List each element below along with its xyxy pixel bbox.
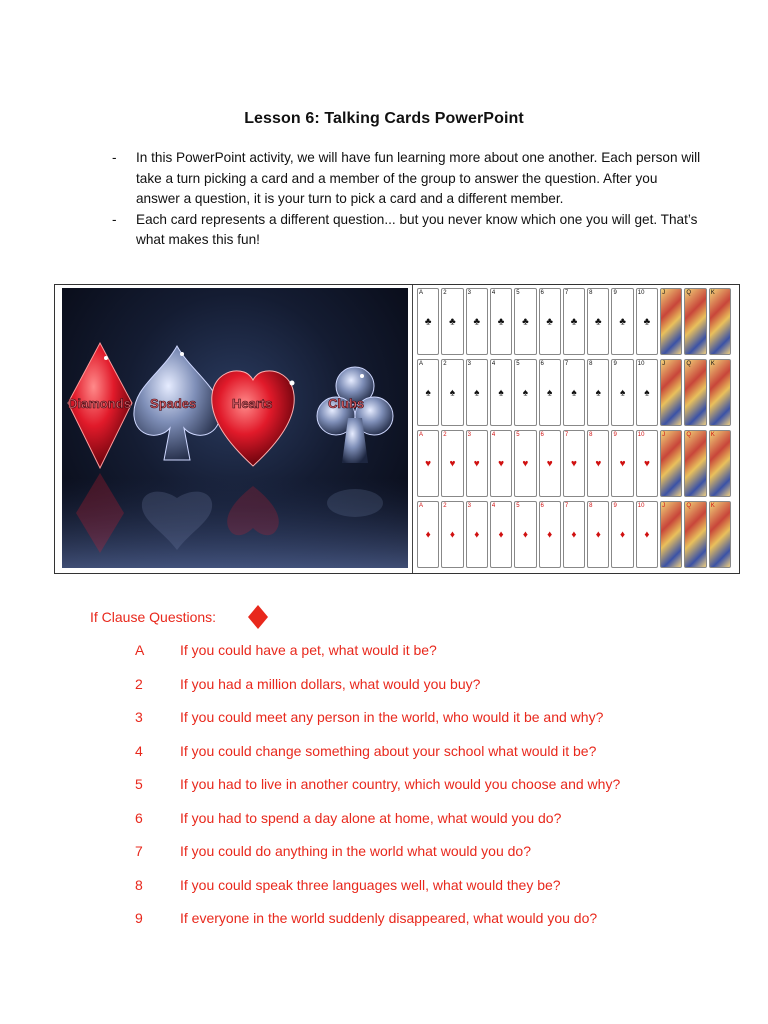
playing-card <box>466 288 488 355</box>
playing-card <box>660 359 682 426</box>
playing-card <box>514 430 536 497</box>
card-rank: 2 <box>443 290 447 296</box>
card-rank: 7 <box>564 432 569 438</box>
card-rank: A <box>419 432 424 438</box>
card-rank: J <box>662 432 666 438</box>
playing-card <box>636 288 658 355</box>
spades-pip-icon: ♠ <box>571 387 577 398</box>
card-rank: 4 <box>491 361 496 367</box>
diamonds-pip-icon: ♦ <box>449 529 456 540</box>
card-rank: J <box>662 361 666 367</box>
playing-card <box>709 359 731 426</box>
playing-card <box>684 430 706 497</box>
playing-card <box>660 501 682 568</box>
playing-card <box>441 501 463 568</box>
card-rank: 8 <box>589 503 593 509</box>
playing-card <box>466 430 488 497</box>
card-rank: 5 <box>516 290 520 296</box>
card-rank: Q <box>686 361 692 367</box>
card-rank: 8 <box>589 432 593 438</box>
card-rank: 4 <box>491 432 496 438</box>
card-rank: Q <box>686 290 692 296</box>
card-rank: K <box>710 503 715 509</box>
bullet-text: Each card represents a different question... but you never know which one you will get. That’s what makes this fun! <box>136 211 698 247</box>
playing-card <box>636 430 658 497</box>
spades-pip-icon: ♠ <box>547 387 553 398</box>
playing-card <box>709 288 731 355</box>
card-rank: 6 <box>540 503 544 509</box>
question-text: If you could change something about your school what would it be? <box>180 742 597 759</box>
card-rank: 10 <box>637 290 645 296</box>
card-rank: 2 <box>443 361 447 367</box>
playing-card <box>466 359 488 426</box>
bullet-item <box>112 210 702 251</box>
figure-divider <box>412 285 413 573</box>
card-rank: A <box>419 503 424 509</box>
page-title: Lesson 6: Talking Cards PowerPoint <box>244 110 524 127</box>
playing-card <box>417 359 439 426</box>
clubs-pip-icon: ♣ <box>473 316 481 327</box>
playing-card <box>490 288 512 355</box>
playing-card <box>611 359 633 426</box>
cards-image <box>417 288 731 568</box>
hearts-pip-icon: ♥ <box>449 458 456 469</box>
hearts-pip-icon: ♥ <box>498 458 505 469</box>
playing-card <box>417 288 439 355</box>
card-rank: 9 <box>613 290 617 296</box>
clubs-pip-icon: ♣ <box>643 316 651 327</box>
playing-card <box>587 359 609 426</box>
card-rank: 9 <box>613 432 617 438</box>
card-rank: 6 <box>540 432 544 438</box>
diamonds-pip-icon: ♦ <box>620 529 626 540</box>
question-text: If you could have a pet, what would it be? <box>180 642 437 658</box>
playing-card <box>539 359 561 426</box>
playing-card <box>611 288 633 355</box>
question-text: If everyone in the world suddenly disappeared, what would you do? <box>180 910 598 926</box>
question-card-rank: 5 <box>135 776 143 792</box>
card-rank: Q <box>686 503 692 509</box>
suit-label-hearts: Hearts <box>232 396 273 411</box>
bullet-dash: - <box>112 150 117 165</box>
card-rank: J <box>662 290 666 296</box>
playing-card <box>587 288 609 355</box>
hearts-pip-icon: ♥ <box>425 458 432 469</box>
clubs-pip-icon: ♣ <box>570 316 578 327</box>
hearts-pip-icon: ♥ <box>643 458 650 469</box>
card-rank: Q <box>686 432 692 438</box>
card-rank: J <box>662 503 666 509</box>
card-rank: 3 <box>467 290 471 296</box>
card-rank: 6 <box>540 361 544 367</box>
playing-card <box>490 501 512 568</box>
question-text: If you could meet any person in the world, who would it be and why? <box>180 709 604 725</box>
hearts-pip-icon: ♥ <box>546 458 553 469</box>
playing-card <box>563 501 585 568</box>
card-rank: 9 <box>613 503 617 509</box>
hearts-pip-icon: ♥ <box>619 458 626 469</box>
playing-card <box>636 359 658 426</box>
question-text: If you could speak three languages well, what would they be? <box>180 876 561 893</box>
playing-card <box>417 430 439 497</box>
question-card-rank: 4 <box>135 742 143 759</box>
question-card-rank: A <box>135 642 145 658</box>
playing-card <box>441 359 463 426</box>
intro-bullets <box>112 148 702 251</box>
playing-card <box>636 501 658 568</box>
question-card-rank: 6 <box>135 809 143 826</box>
card-rank: K <box>710 361 715 367</box>
playing-card <box>611 501 633 568</box>
hearts-pip-icon: ♥ <box>473 458 480 469</box>
questions-heading: If Clause Questions: <box>90 609 217 625</box>
playing-card <box>539 430 561 497</box>
card-rank: 7 <box>564 503 569 509</box>
diamonds-pip-icon: ♦ <box>474 529 480 540</box>
spades-pip-icon: ♠ <box>644 387 650 398</box>
card-rank: 3 <box>467 432 471 438</box>
playing-card <box>514 359 536 426</box>
bullet-text: In this PowerPoint activity, we will have fun learning more about one another. Each person will take a turn picking a card and a member of the group to answer the question. After you answer a question, it is your turn to pick a card and a different member. <box>136 150 701 206</box>
playing-card <box>660 288 682 355</box>
playing-card <box>709 430 731 497</box>
diamonds-pip-icon: ♦ <box>644 529 650 540</box>
card-rank: 3 <box>467 503 471 509</box>
diamonds-pip-icon: ♦ <box>571 529 577 540</box>
card-rank: 2 <box>443 503 447 509</box>
question-text: If you had to live in another country, which would you choose and why? <box>180 776 621 792</box>
diamond-icon <box>248 605 268 629</box>
clubs-pip-icon: ♣ <box>595 316 602 327</box>
question-card-rank: 8 <box>135 876 143 893</box>
suit-label-clubs: Clubs <box>328 396 365 411</box>
spades-pip-icon: ♠ <box>449 387 456 398</box>
question-text: If you had to spend a day alone at home, what would you do? <box>180 809 562 826</box>
bullet-item <box>112 148 702 210</box>
spades-pip-icon: ♠ <box>522 387 529 398</box>
diamonds-pip-icon: ♦ <box>498 529 504 540</box>
playing-card <box>490 359 512 426</box>
diamonds-pip-icon: ♦ <box>595 529 601 540</box>
card-rank: 6 <box>540 290 544 296</box>
playing-card <box>441 430 463 497</box>
card-rank: 8 <box>589 361 593 367</box>
hearts-pip-icon: ♥ <box>522 458 529 469</box>
card-rank: 2 <box>443 432 447 438</box>
playing-card <box>684 288 706 355</box>
hearts-pip-icon: ♥ <box>595 458 602 469</box>
suits-image <box>62 288 408 568</box>
bullet-dash: - <box>112 211 117 227</box>
card-rank: 10 <box>637 361 645 367</box>
playing-card <box>490 430 512 497</box>
playing-card <box>466 501 488 568</box>
diamonds-pip-icon: ♦ <box>547 529 553 540</box>
playing-card <box>563 359 585 426</box>
diamonds-pip-icon: ♦ <box>522 529 528 540</box>
spades-pip-icon: ♠ <box>619 387 626 398</box>
playing-card <box>514 501 536 568</box>
clubs-pip-icon: ♣ <box>619 316 626 327</box>
card-rank: A <box>419 361 424 367</box>
card-rank: K <box>710 290 715 296</box>
card-rank: 9 <box>613 361 617 367</box>
playing-card <box>611 430 633 497</box>
spades-pip-icon: ♠ <box>425 387 431 398</box>
clubs-pip-icon: ♣ <box>497 316 505 327</box>
question-card-rank: 3 <box>135 709 143 725</box>
playing-card <box>539 288 561 355</box>
hearts-pip-icon: ♥ <box>571 458 577 469</box>
diamonds-pip-icon: ♦ <box>425 529 431 540</box>
question-card-rank: 2 <box>135 675 143 692</box>
question-card-rank: 7 <box>135 843 143 859</box>
suits-illustration <box>62 288 408 568</box>
card-rank: 10 <box>637 432 645 438</box>
card-rank: A <box>419 290 424 296</box>
card-rank: 8 <box>589 290 593 296</box>
card-rank: 10 <box>637 503 645 509</box>
spades-pip-icon: ♠ <box>474 387 480 398</box>
playing-card <box>417 501 439 568</box>
card-rank: 4 <box>491 290 496 296</box>
card-rank: 4 <box>491 503 496 509</box>
clubs-pip-icon: ♣ <box>546 316 553 327</box>
spades-pip-icon: ♠ <box>595 387 601 398</box>
card-rank: 7 <box>564 290 569 296</box>
playing-card <box>684 501 706 568</box>
question-card-rank: 9 <box>135 910 143 926</box>
playing-card <box>587 430 609 497</box>
playing-card <box>660 430 682 497</box>
playing-card <box>563 430 585 497</box>
card-rank: 5 <box>516 503 520 509</box>
clubs-pip-icon: ♣ <box>424 316 432 327</box>
playing-card <box>563 288 585 355</box>
question-text: If you could do anything in the world what would you do? <box>180 843 532 859</box>
spades-pip-icon: ♠ <box>498 387 504 398</box>
playing-card <box>539 501 561 568</box>
clubs-pip-icon: ♣ <box>449 316 456 327</box>
playing-card <box>684 359 706 426</box>
playing-card <box>709 501 731 568</box>
card-rank: 3 <box>467 361 471 367</box>
question-text: If you had a million dollars, what would you buy? <box>180 675 481 692</box>
playing-card <box>587 501 609 568</box>
card-rank: 7 <box>564 361 569 367</box>
card-rank: 5 <box>516 361 520 367</box>
clubs-pip-icon: ♣ <box>522 316 529 327</box>
card-rank: 5 <box>516 432 520 438</box>
playing-card <box>514 288 536 355</box>
suit-label-spades: Spades <box>150 396 197 411</box>
suit-label-diamonds: Diamonds <box>68 396 131 411</box>
card-rank: K <box>710 432 715 438</box>
playing-card <box>441 288 463 355</box>
